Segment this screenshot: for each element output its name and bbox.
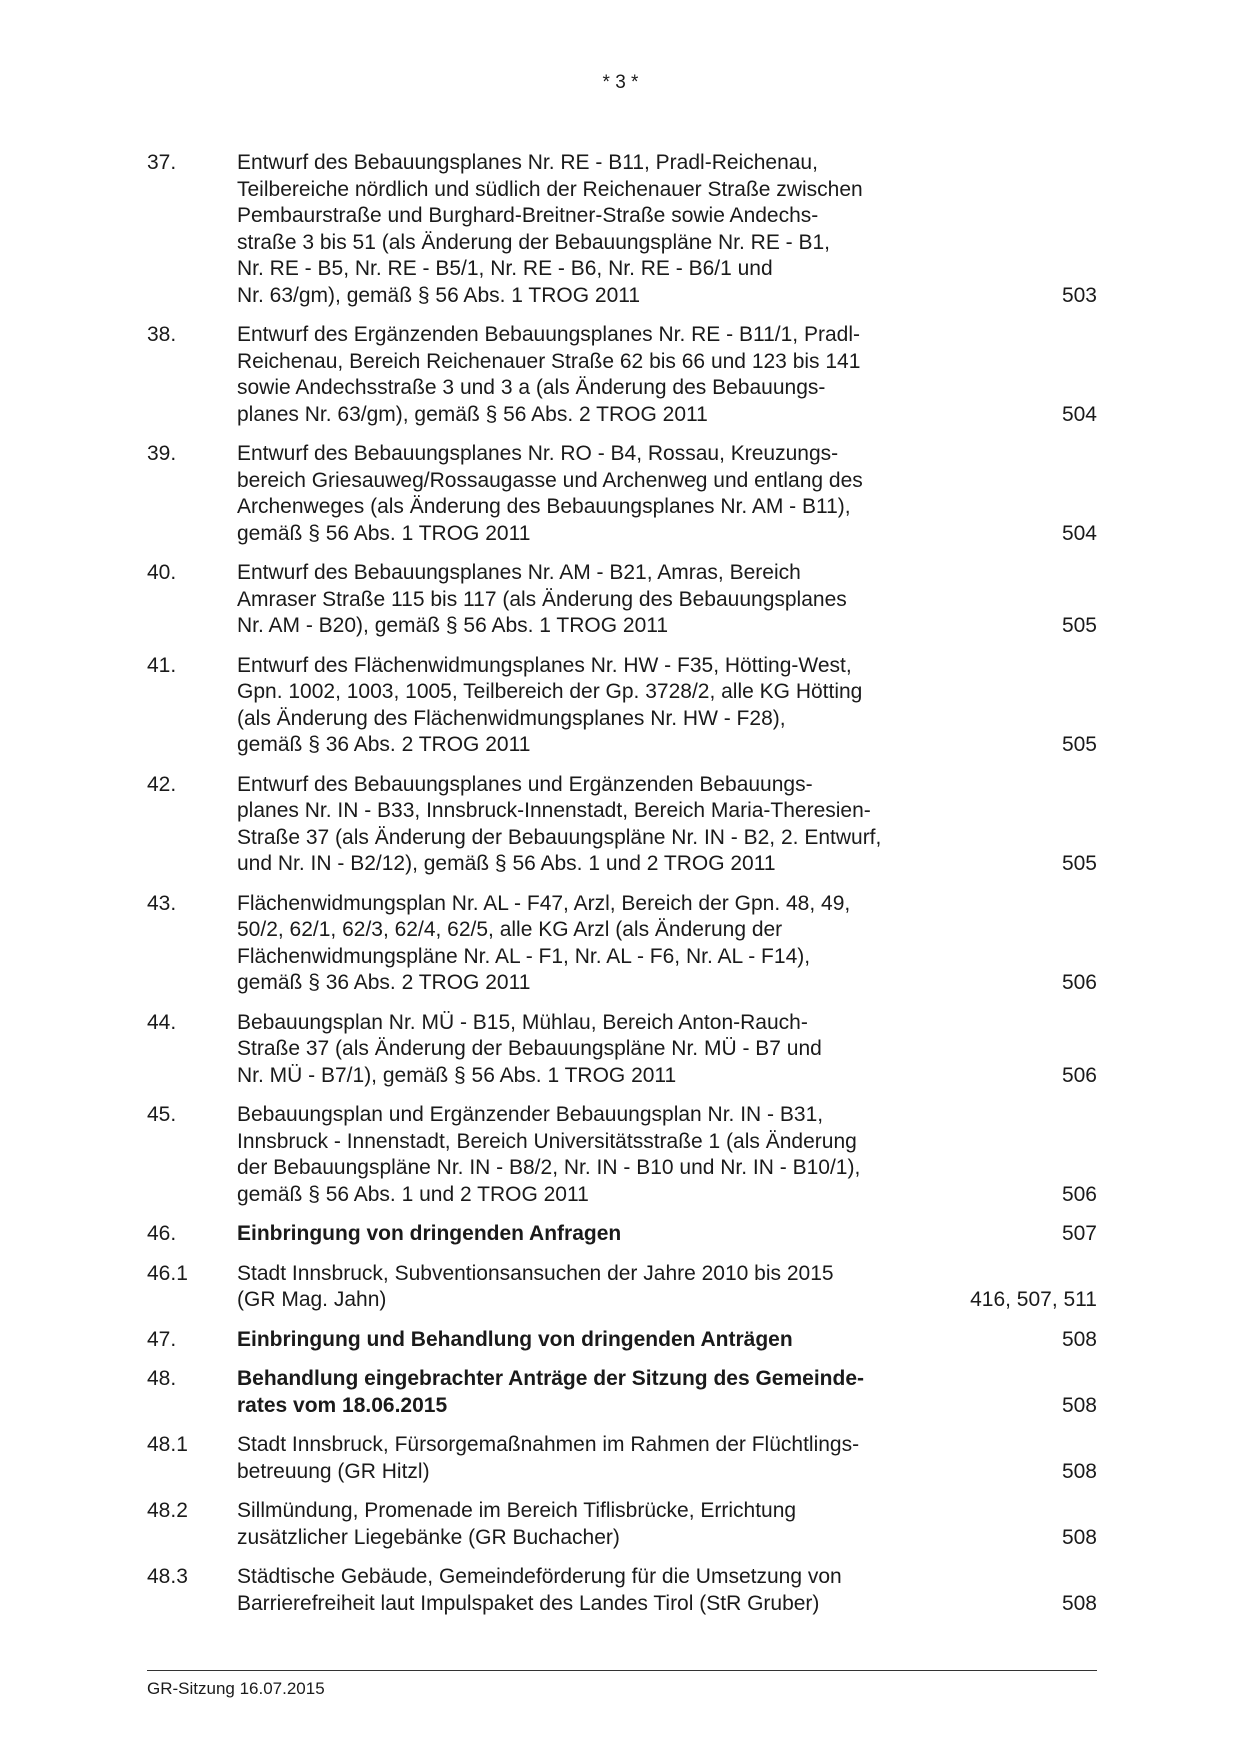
toc-entry-title-line: Pembaurstraße und Burghard-Breitner-Straße sowie Andechs- xyxy=(237,204,819,227)
toc-entry-title-line: Sillmündung, Promenade im Bereich Tiflisbrücke, Errichtung xyxy=(237,1499,797,1522)
toc-entry-title-line: Entwurf des Bebauungsplanes Nr. AM - B21, Amras, Bereich xyxy=(237,561,801,584)
toc-entry-title xyxy=(237,1564,957,1617)
table-of-contents xyxy=(147,150,1097,1630)
toc-entry-title-line: Entwurf des Bebauungsplanes Nr. RE - B11, Pradl-Reichenau, xyxy=(237,151,818,174)
toc-entry xyxy=(147,1564,1097,1617)
toc-entry-page-ref: 507 xyxy=(1061,1222,1097,1245)
toc-entry-title xyxy=(237,1010,957,1090)
toc-entry xyxy=(147,1010,1097,1090)
toc-entry-number: 48.1 xyxy=(147,1433,188,1456)
toc-entry-page-ref: 508 xyxy=(1061,1525,1097,1549)
toc-entry-title xyxy=(237,441,957,547)
toc-entry-number: 46. xyxy=(147,1222,177,1245)
toc-entry-title-line: Bebauungsplan und Ergänzender Bebauungsplan Nr. IN - B31, xyxy=(237,1103,824,1126)
toc-entry-page-ref: 416, 507, 511 xyxy=(970,1288,1097,1311)
toc-entry xyxy=(147,322,1097,428)
toc-entry-number: 44. xyxy=(147,1010,177,1034)
toc-entry xyxy=(147,1102,1097,1208)
toc-entry-page-ref: 504 xyxy=(1061,521,1097,545)
toc-entry-page-ref: 505 xyxy=(1061,852,1097,875)
toc-entry-title-line: Stadt Innsbruck, Subventionsansuchen der Jahre 2010 bis 2015 xyxy=(237,1261,834,1285)
toc-entry-page-ref: 508 xyxy=(1061,1327,1097,1351)
toc-entry-title-line: und Nr. IN - B2/12), gemäß § 56 Abs. 1 und 2 TROG 2011 xyxy=(237,852,776,875)
toc-entry-title-line: Stadt Innsbruck, Fürsorgemaßnahmen im Rahmen der Flüchtlings- xyxy=(237,1433,860,1456)
toc-entry-title-line: Bebauungsplan Nr. MÜ - B15, Mühlau, Bereich Anton-Rauch- xyxy=(237,1010,808,1034)
toc-entry xyxy=(147,772,1097,878)
toc-entry xyxy=(147,560,1097,640)
footer-divider xyxy=(147,1670,1097,1671)
toc-entry-page-ref: 508 xyxy=(1061,1591,1097,1615)
toc-entry-title-line: Amraser Straße 115 bis 117 (als Änderung des Bebauungsplanes xyxy=(237,587,847,611)
toc-entry xyxy=(147,1261,1097,1314)
toc-entry-number: 39. xyxy=(147,442,177,465)
toc-entry-number: 46.1 xyxy=(147,1261,188,1285)
toc-entry-title-line: Reichenau, Bereich Reichenauer Straße 62 bis 66 und 123 bis 141 xyxy=(237,349,861,373)
toc-entry-title-line: zusätzlicher Liegebänke (GR Buchacher) xyxy=(237,1525,620,1549)
toc-entry-title xyxy=(237,322,957,428)
toc-entry-page-ref: 506 xyxy=(1061,1182,1097,1206)
toc-entry-title xyxy=(237,653,957,759)
toc-entry-number: 40. xyxy=(147,561,177,584)
toc-entry xyxy=(147,653,1097,759)
toc-entry-title-line: Archenweges (als Änderung des Bebauungsplanes Nr. AM - B11), xyxy=(237,495,851,518)
toc-entry-title-line: Barrierefreiheit laut Impulspaket des Landes Tirol (StR Gruber) xyxy=(237,1591,820,1615)
toc-entry-title xyxy=(237,891,957,997)
toc-entry-number: 43. xyxy=(147,891,177,915)
toc-entry-title-line: gemäß § 36 Abs. 2 TROG 2011 xyxy=(237,971,531,994)
toc-entry-title-line: Straße 37 (als Änderung der Bebauungspläne Nr. MÜ - B7 und xyxy=(237,1037,822,1060)
toc-entry xyxy=(147,1498,1097,1551)
toc-entry-number: 42. xyxy=(147,772,177,796)
toc-entry xyxy=(147,1327,1097,1354)
toc-entry-title-line: Entwurf des Bebauungsplanes und Ergänzenden Bebauungs- xyxy=(237,772,813,796)
toc-entry-title-line: Städtische Gebäude, Gemeindeförderung für die Umsetzung von xyxy=(237,1565,842,1588)
toc-entry-title-line: sowie Andechsstraße 3 und 3 a (als Änderung des Bebauungs- xyxy=(237,376,826,399)
page-number-header: * 3 * xyxy=(602,72,639,93)
toc-entry-title-line: rates vom 18.06.2015 xyxy=(237,1393,448,1417)
toc-entry-number: 37. xyxy=(147,151,177,174)
toc-entry-title-line: Flächenwidmungspläne Nr. AL - F1, Nr. AL - F6, Nr. AL - F14), xyxy=(237,944,811,968)
toc-entry-title-line: Nr. AM - B20), gemäß § 56 Abs. 1 TROG 2011 xyxy=(237,614,669,637)
toc-entry-title-line: Entwurf des Ergänzenden Bebauungsplanes Nr. RE - B11/1, Pradl- xyxy=(237,323,860,346)
toc-entry-title-line: der Bebauungspläne Nr. IN - B8/2, Nr. IN - B10 und Nr. IN - B10/1), xyxy=(237,1156,861,1179)
toc-entry-title-line: Gpn. 1002, 1003, 1005, Teilbereich der Gp. 3728/2, alle KG Hötting xyxy=(237,680,863,703)
toc-entry-title xyxy=(237,1432,957,1485)
toc-entry-title-line: Einbringung von dringenden Anfragen xyxy=(237,1222,622,1245)
toc-entry-title xyxy=(237,1498,957,1551)
toc-entry-title-line: Entwurf des Bebauungsplanes Nr. RO - B4, Rossau, Kreuzungs- xyxy=(237,442,839,465)
toc-entry-title-line: Teilbereiche nördlich und südlich der Reichenauer Straße zwischen xyxy=(237,177,863,201)
toc-entry-title xyxy=(237,1261,957,1314)
toc-entry-number: 48.2 xyxy=(147,1499,188,1522)
toc-entry-title-line: 50/2, 62/1, 62/3, 62/4, 62/5, alle KG Arzl (als Änderung der xyxy=(237,918,783,941)
toc-entry xyxy=(147,1366,1097,1419)
toc-entry-number: 41. xyxy=(147,653,177,677)
toc-entry-title-line: Flächenwidmungsplan Nr. AL - F47, Arzl, Bereich der Gpn. 48, 49, xyxy=(237,891,851,915)
toc-entry xyxy=(147,150,1097,309)
toc-entry-page-ref: 508 xyxy=(1061,1393,1097,1417)
toc-entry xyxy=(147,891,1097,997)
toc-entry-title-line: Nr. RE - B5, Nr. RE - B5/1, Nr. RE - B6, Nr. RE - B6/1 und xyxy=(237,257,773,280)
toc-entry-title xyxy=(237,1366,957,1419)
toc-entry-title-line: Nr. 63/gm), gemäß § 56 Abs. 1 TROG 2011 xyxy=(237,283,641,307)
footer-session-date: GR-Sitzung 16.07.2015 xyxy=(147,1679,325,1698)
toc-entry-title xyxy=(237,560,957,640)
toc-entry-title-line: gemäß § 56 Abs. 1 und 2 TROG 2011 xyxy=(237,1182,589,1206)
toc-entry-title-line: Straße 37 (als Änderung der Bebauungspläne Nr. IN - B2, 2. Entwurf, xyxy=(237,825,882,849)
toc-entry-number: 45. xyxy=(147,1103,177,1126)
toc-entry-title-line: straße 3 bis 51 (als Änderung der Bebauungspläne Nr. RE - B1, xyxy=(237,230,831,254)
toc-entry-title-line: gemäß § 56 Abs. 1 TROG 2011 xyxy=(237,521,531,545)
toc-entry-page-ref: 504 xyxy=(1061,402,1097,426)
toc-entry-title-line: Nr. MÜ - B7/1), gemäß § 56 Abs. 1 TROG 2011 xyxy=(237,1063,677,1087)
toc-entry xyxy=(147,1221,1097,1248)
toc-entry-title-line: (als Änderung des Flächenwidmungsplanes Nr. HW - F28), xyxy=(237,706,786,730)
toc-entry-page-ref: 506 xyxy=(1061,971,1097,994)
toc-entry xyxy=(147,1432,1097,1485)
toc-entry-title xyxy=(237,772,957,878)
toc-entry xyxy=(147,441,1097,547)
toc-entry-page-ref: 506 xyxy=(1061,1063,1097,1087)
toc-entry-page-ref: 503 xyxy=(1061,283,1097,307)
toc-entry-title-line: bereich Griesauweg/Rossaugasse und Archenweg und entlang des xyxy=(237,468,863,492)
toc-entry-title-line: Einbringung und Behandlung von dringenden Anträgen xyxy=(237,1327,793,1351)
toc-entry-title-line: (GR Mag. Jahn) xyxy=(237,1288,387,1311)
toc-entry-title-line: gemäß § 36 Abs. 2 TROG 2011 xyxy=(237,733,531,756)
toc-entry-title-line: Behandlung eingebrachter Anträge der Sitzung des Gemeinde- xyxy=(237,1367,864,1390)
toc-entry-title xyxy=(237,1221,957,1248)
toc-entry-title-line: planes Nr. IN - B33, Innsbruck-Innenstadt, Bereich Maria-Theresien- xyxy=(237,799,871,822)
toc-entry-title xyxy=(237,1327,957,1354)
toc-entry-title xyxy=(237,150,957,309)
toc-entry-title-line: Innsbruck - Innenstadt, Bereich Universitätsstraße 1 (als Änderung xyxy=(237,1129,857,1153)
toc-entry-title-line: Entwurf des Flächenwidmungsplanes Nr. HW - F35, Hötting-West, xyxy=(237,653,852,677)
toc-entry-page-ref: 505 xyxy=(1061,733,1097,756)
toc-entry-title-line: betreuung (GR Hitzl) xyxy=(237,1459,430,1483)
toc-entry-number: 47. xyxy=(147,1327,177,1351)
toc-entry-page-ref: 505 xyxy=(1061,614,1097,637)
toc-entry-number: 48.3 xyxy=(147,1565,188,1588)
toc-entry-number: 38. xyxy=(147,323,177,346)
toc-entry-title xyxy=(237,1102,957,1208)
toc-entry-title-line: planes Nr. 63/gm), gemäß § 56 Abs. 2 TROG 2011 xyxy=(237,402,708,426)
toc-entry-number: 48. xyxy=(147,1367,177,1390)
toc-entry-page-ref: 508 xyxy=(1061,1459,1097,1483)
